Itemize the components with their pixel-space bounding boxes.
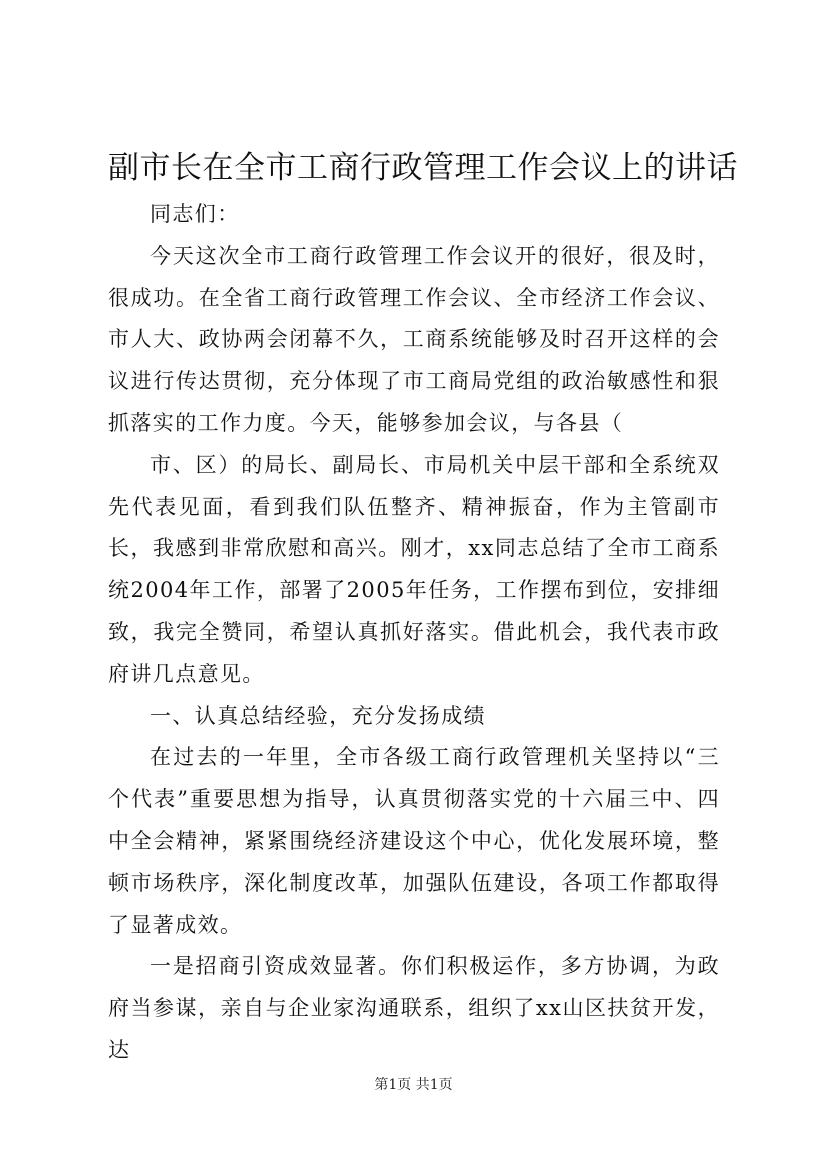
paragraph: 市、区）的局长、副局长、市局机关中层干部和全系统双先代表见面，看到我们队伍整齐、精神振奋，作为主管副市长，我感到非常欣慰和高兴。刚才，xx同志总结了全市工商系统2004年工作，部署了2005年任务，工作摆布到位，安排细致，我完全赞同，希望认真抓好落实。借此机会，我代表市政府讲几点意见。 bbox=[108, 452, 720, 686]
section-heading: 一、认真总结经验，充分发扬成绩 bbox=[150, 703, 486, 728]
paragraph: 今天这次全市工商行政管理工作会议开的很好，很及时，很成功。在全省工商行政管理工作会议、全市经济工作会议、市人大、政协两会闭幕不久，工商系统能够及时召开这样的会议进行传达贯彻，充分体现了市工商局党组的政治敏感性和狠抓落实的工作力度。今天，能够参加会议，与各县（ bbox=[108, 243, 720, 435]
document-body bbox=[108, 194, 720, 1072]
paragraph: 在过去的一年里，全市各级工商行政管理机关坚持以“三个代表”重要思想为指导，认真贯彻落实党的十六届三中、四中全会精神，紧紧围绕经济建设这个中心，优化发展环境，整顿市场秩序，深化制度改革，加强队伍建设，各项工作都取得了显著成效。 bbox=[108, 745, 720, 937]
document-title: 副市长在全市工商行政管理工作会议上的讲话 bbox=[108, 150, 738, 186]
page-footer: 第1页 共1页 bbox=[374, 1077, 453, 1093]
salutation: 同志们： bbox=[150, 202, 240, 226]
paragraph: 一是招商引资成效显著。你们积极运作，多方协调，为政府当参谋，亲自与企业家沟通联系，组织了xx山区扶贫开发，达 bbox=[108, 954, 720, 1062]
